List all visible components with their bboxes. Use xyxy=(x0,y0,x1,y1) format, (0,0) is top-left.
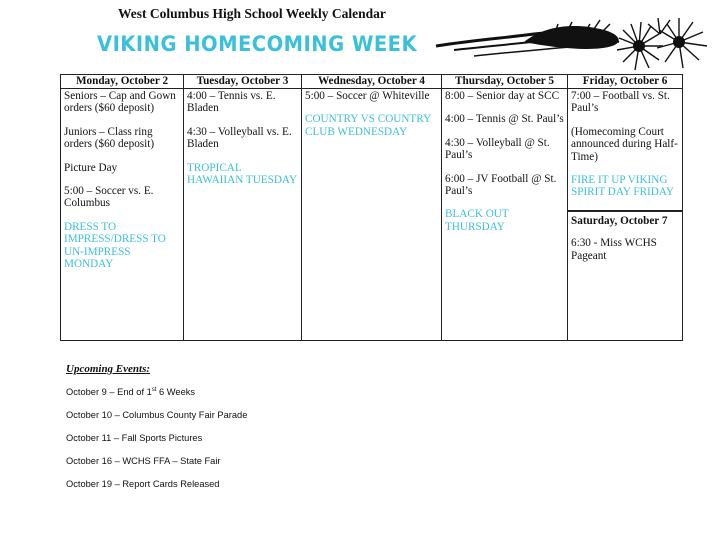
spirit-day-theme: FIRE IT UP VIKING SPIRIT DAY FRIDAY xyxy=(571,174,674,199)
upcoming-event xyxy=(66,387,247,398)
upcoming-event-text: 6 Weeks xyxy=(156,387,196,397)
event: 4:30 – Volleyball @ St. Paul’s xyxy=(445,136,550,162)
event: 6:30 - Miss WCHS Pageant xyxy=(571,237,657,262)
heading-thursday: Thursday, October 5 xyxy=(442,75,568,89)
upcoming-event-text: October 9 – End of 1 xyxy=(66,387,152,397)
spirit-day-theme: DRESS TO IMPRESS/DRESS TO UN-IMPRESS MONDAY xyxy=(64,220,166,271)
event: 4:00 – Tennis @ St. Paul’s xyxy=(445,113,564,126)
event: Picture Day xyxy=(64,161,118,174)
spirit-day-theme: BLACK OUT THURSDAY xyxy=(445,208,509,233)
heading-wednesday: Wednesday, October 4 xyxy=(302,75,442,89)
ordinal-suffix: st xyxy=(151,386,157,393)
upcoming-events-heading: Upcoming Events: xyxy=(66,363,151,375)
event: 6:00 – JV Football @ St. Paul’s xyxy=(445,172,557,198)
upcoming-event: October 10 – Columbus County Fair Parade xyxy=(66,410,248,420)
heading-tuesday: Tuesday, October 3 xyxy=(184,75,302,89)
heading-monday: Monday, October 2 xyxy=(61,75,184,89)
week-title: VIKING HOMECOMING WEEK xyxy=(97,32,418,56)
heading-saturday: Saturday, October 7 xyxy=(568,210,682,227)
spirit-day-theme: COUNTRY VS COUNTRY CLUB WEDNESDAY xyxy=(305,113,431,138)
upcoming-event: October 11 – Fall Sports Pictures xyxy=(66,433,203,443)
day-cell-friday xyxy=(568,89,683,341)
event: 4:00 – Tennis vs. E. Bladen xyxy=(187,90,276,115)
heading-friday: Friday, October 6 xyxy=(568,75,683,89)
upcoming-event: October 19 – Report Cards Released xyxy=(66,479,220,489)
calendar-events-row xyxy=(61,89,683,341)
spirit-day-theme: TROPICAL HAWAIIAN TUESDAY xyxy=(187,161,298,187)
event: 8:00 – Senior day at SCC xyxy=(445,90,560,102)
upcoming-events xyxy=(66,363,247,502)
upcoming-event: October 16 – WCHS FFA – State Fair xyxy=(66,456,221,466)
event: 4:30 – Volleyball vs. E. Bladen xyxy=(187,125,292,151)
day-cell-tuesday xyxy=(184,89,302,341)
event: 5:00 – Soccer @ Whiteville xyxy=(305,90,430,102)
event: (Homecoming Court announced during Half-Time) xyxy=(571,125,678,163)
event: Seniors – Cap and Gown orders ($60 deposit) xyxy=(64,90,176,115)
school-title: West Columbus High School Weekly Calendar xyxy=(118,6,386,21)
day-cell-wednesday xyxy=(302,89,442,341)
day-cell-thursday xyxy=(442,89,568,341)
event: Juniors – Class ring orders ($60 deposit) xyxy=(64,125,155,151)
weekly-calendar-table xyxy=(60,74,683,341)
calendar-header-row xyxy=(61,75,683,89)
event: 5:00 – Soccer vs. E. Columbus xyxy=(64,185,154,210)
event: 7:00 – Football vs. St. Paul’s xyxy=(571,90,670,115)
viking-pompom-illustration xyxy=(434,12,714,78)
day-cell-monday xyxy=(61,89,184,341)
